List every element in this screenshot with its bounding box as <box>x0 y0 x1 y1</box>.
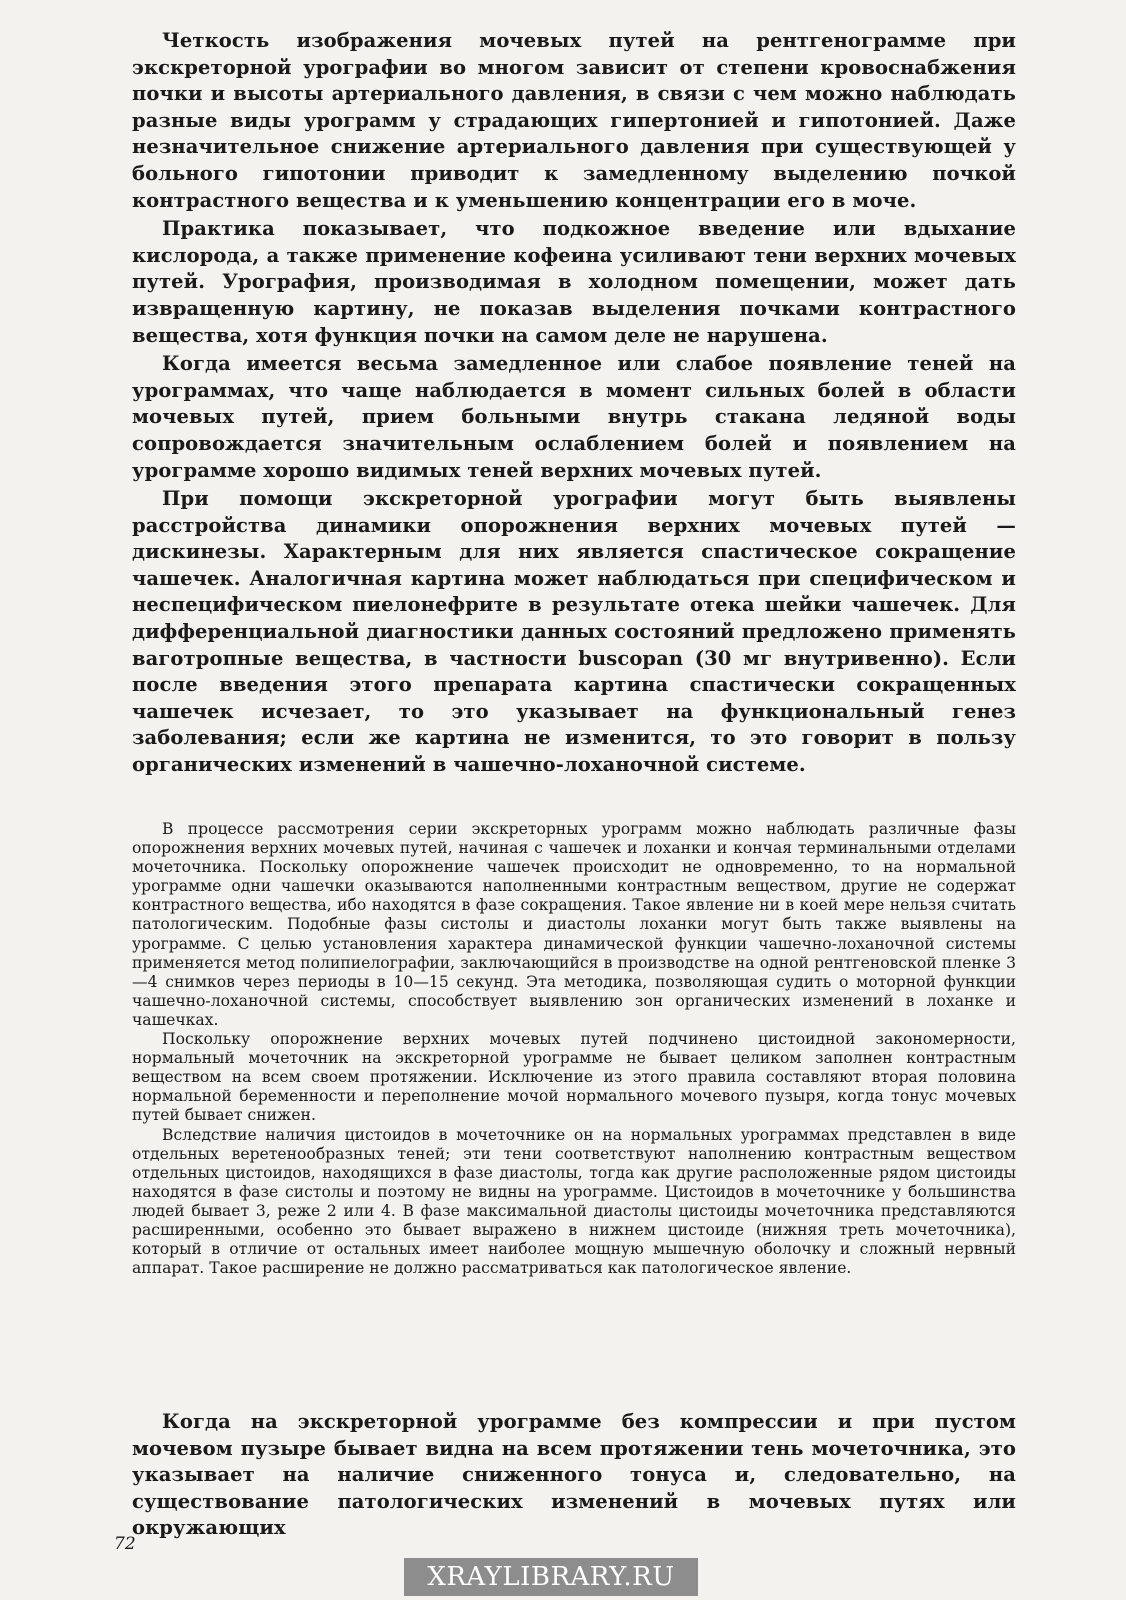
main-text-block <box>132 28 1016 779</box>
paragraph: Когда имеется весьма замедленное или слабое появление теней на урограммах, что чаще наблюдается в момент сильных болей в области мочевых путей, прием больными внутрь стакана ледяной воды сопровождается значительным ослаблением болей и появлением на урограмме хорошо видимых теней верхних мочевых путей. <box>132 352 1016 482</box>
paragraph: Практика показывает, что подкожное введение или вдыхание кислорода, а также применение кофеина усиливают тени верхних мочевых путей. Урография, производимая в холодном помещении, может дать извращенную картину, не показав выделения почками контрастного вещества, хотя функция почки на самом деле не нарушена. <box>132 217 1016 347</box>
small-print-block <box>132 820 1016 1278</box>
bottom-text-block <box>132 1409 1016 1542</box>
paragraph: При помощи экскреторной урографии могут быть выявлены расстройства динамики опорожнения верхних мочевых путей — дискинезы. Характерным для них является спастическое сокращение чашечек. Аналогичная картина может наблюдаться при специфическом и неспецифическом пиелонефрите в результате отека шейки чашечек. Для дифференциальной диагностики данных состояний предложено применять ваготропные вещества, в частности buscopan (30 мг внутривенно). Если после введения этого препарата картина спастически сокращенных чашечек исчезает, то это указывает на функциональный генез заболевания; если же картина не изменится, то это говорит в пользу органических изменений в чашечно-лоханочной системе. <box>132 487 1016 777</box>
paragraph: Четкость изображения мочевых путей на рентгенограмме при экскреторной урографии во многом зависит от степени кровоснабжения почки и высоты артериального давления, в связи с чем можно наблюдать разные виды урограмм у страдающих гипертонией и гипотонией. Даже незначительное снижение артериального давления при существующей у больного гипотонии приводит к замедленному выделению почкой контрастного вещества и к уменьшению концентрации его в моче. <box>132 29 1016 212</box>
small-paragraph: Поскольку опорожнение верхних мочевых путей подчинено цистоидной закономерности, нормальный мочеточник на экскреторной урограмме не бывает целиком заполнен контрастным веществом на всем своем протяжении. Исключение из этого правила составляют вторая половина нормальной беременности и переполнение мочой нормального мочевого пузыря, когда тонус мочевых путей бывает снижен. <box>132 1030 1016 1125</box>
watermark: XRAYLIBRARY.RU <box>404 1558 698 1596</box>
small-paragraph: В процессе рассмотрения серии экскреторных урограмм можно наблюдать различные фазы опорожнения верхних мочевых путей, начиная с чашечек и лоханки и кончая терминальными отделами мочеточника. Поскольку опорожнение чашечек происходит не одновременно, то на нормальной урограмме одни чашечки оказываются наполненными контрастным веществом, другие не содержат контрастного вещества, ибо находятся в фазе сокращения. Такое явление ни в коей мере нельзя считать патологическим. Подобные фазы систолы и диастолы лоханки могут быть также выявлены на урограмме. С целью установления характера динамической функции чашечно-лоханочной системы применяется метод полипиелографии, заключающийся в производстве на одной рентгеновской пленке 3—4 снимков через периоды в 10—15 секунд. Эта методика, позволяющая судить о моторной функции чашечно-лоханочной системы, способствует выявлению зон органических изменений в лоханке и чашечках. <box>132 820 1016 1029</box>
paragraph: Когда на экскреторной урограмме без компрессии и при пустом мочевом пузыре бывает видна на всем протяжении тень мочеточника, это указывает на наличие сниженного тонуса и, следовательно, на существование патологических изменений в мочевых путях или окружающих <box>132 1410 1016 1540</box>
small-paragraph: Вследствие наличия цистоидов в мочеточнике он на нормальных урограммах представлен в виде отдельных веретенообразных теней; эти тени соответствуют наполнению контрастным веществом отдельных цистоидов, находящихся в фазе диастолы, тогда как другие расположенные рядом цистоиды находятся в фазе систолы и поэтому не видны на урограмме. Цистоидов в мочеточнике у большинства людей бывает 3, реже 2 или 4. В фазе максимальной диастолы цистоиды мочеточника представляются расширенными, особенно это бывает выражено в нижнем цистоиде (нижняя треть мочеточника), который в отличие от остальных имеет наиболее мощную мышечную оболочку и сложный нервный аппарат. Такое расширение не должно рассматриваться как патологическое явление. <box>132 1125 1016 1278</box>
page-number: 72 <box>114 1534 136 1554</box>
